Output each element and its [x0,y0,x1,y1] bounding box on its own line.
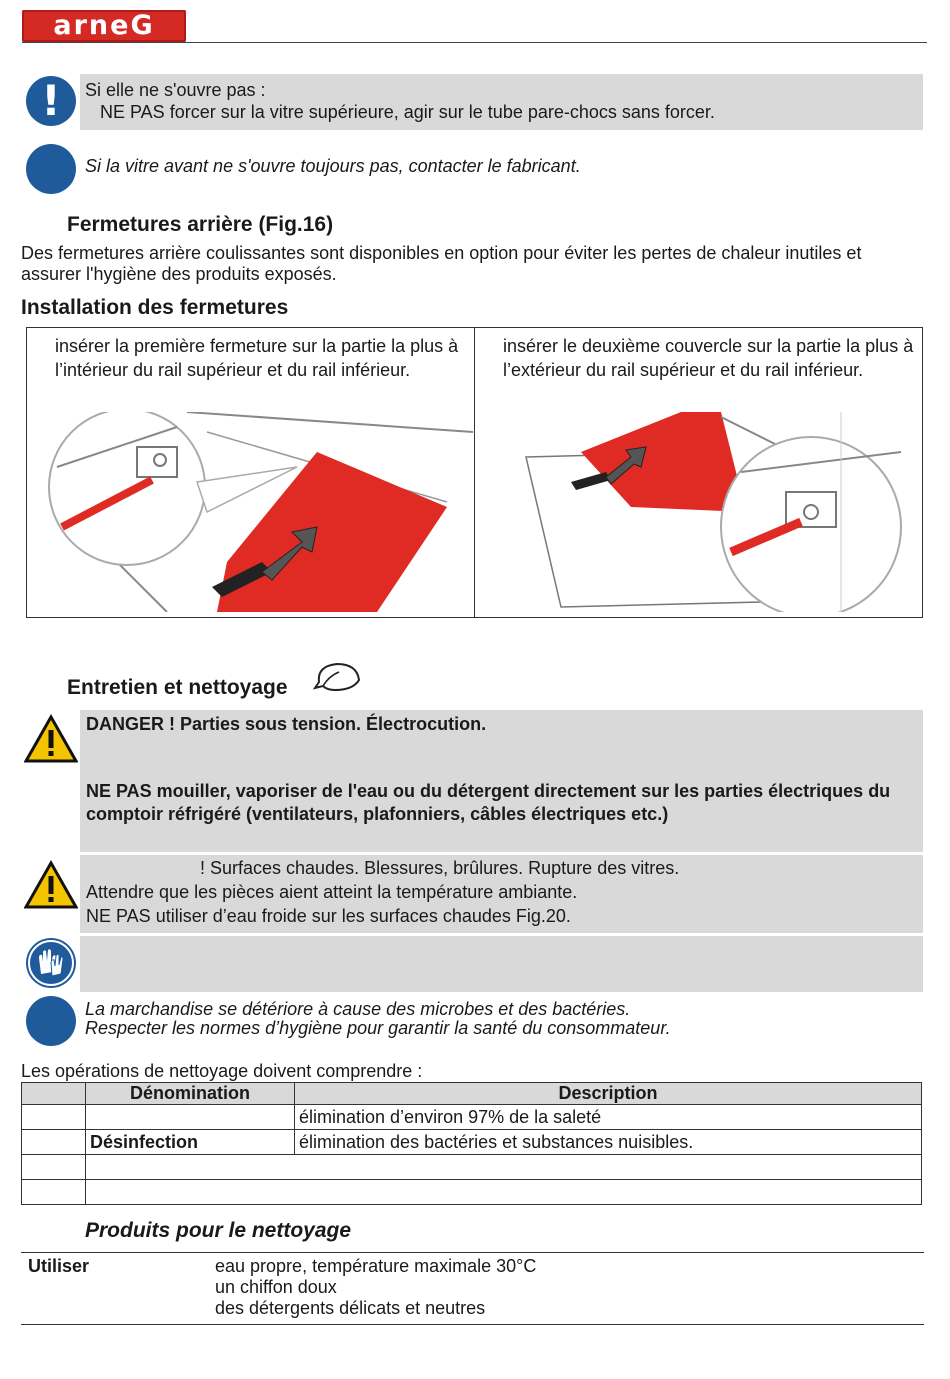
table-cell-name: Désinfection [86,1130,295,1155]
table-cell-desc [86,1180,922,1205]
products-item: un chiffon doux [215,1277,337,1297]
warning-icon [24,860,78,910]
products-label: Utiliser [28,1256,90,1276]
operations-table [21,1082,922,1205]
gloves-box [80,936,923,992]
note-contact: Si la vitre avant ne s'ouvre toujours pas, contacter le fabricant. [85,156,581,176]
table-header-name: Dénomination [86,1083,295,1105]
table-header-num [22,1083,86,1105]
install-right-text: insérer le deuxième couvercle sur la partie la plus à l’extérieur du rail supérieur et du rail inférieur. [503,336,914,380]
table-header-row [22,1083,922,1105]
products-item: des détergents délicats et neutres [215,1298,486,1318]
info-dot-icon [26,144,76,194]
products-list [215,1256,536,1319]
danger-box [80,710,923,852]
table-cell-num [22,1130,86,1155]
section-title-rear-closures: Fermetures arrière (Fig.16) [67,213,334,236]
table-row [22,1155,922,1180]
rear-closures-body: Des fermetures arrière coulissantes sont disponibles en option pour éviter les pertes de chaleur inutiles et assurer l'hygiène des produits exposés. [21,243,862,284]
hot-line2: Attendre que les pièces aient atteint la température ambiante. [86,882,578,902]
table-cell-num [22,1105,86,1130]
hot-line3: NE PAS utiliser d’eau froide sur les surfaces chaudes Fig.20. [86,906,571,926]
table-row [22,1105,922,1130]
danger-text: NE PAS mouiller, vaporiser de l'eau ou du détergent directement sur les parties électriques du comptoir réfrigéré (ventilateurs, plafonniers, câbles électriques etc.) [86,781,891,824]
table-row [22,1130,922,1155]
hot-surfaces-box [80,855,923,933]
header-rule [22,42,927,43]
warning-icon [24,714,78,764]
danger-heading: DANGER ! Parties sous tension. Électrocution. [86,714,487,734]
table-header-desc: Description [295,1083,922,1105]
table-cell-desc: élimination d’environ 97% de la saleté [295,1105,922,1130]
table-cell-num [22,1180,86,1205]
table-cell-desc [86,1155,922,1180]
section-title-installation: Installation des fermetures [21,296,289,319]
note-open-box [80,74,923,130]
table-cell-name [86,1105,295,1130]
info-dot-icon [26,996,76,1046]
note-open-line2: NE PAS forcer sur la vitre supérieure, agir sur le tube pare-chocs sans forcer. [100,102,715,122]
gloves-icon [26,938,76,988]
cap-icon [313,660,363,696]
products-rule-bottom [21,1324,924,1325]
hygiene-line1: La marchandise se détériore à cause des microbes et des bactéries. [85,999,631,1019]
figure-divider [474,328,475,617]
table-cell-desc: élimination des bactéries et substances nuisibles. [295,1130,922,1155]
hygiene-line2: Respecter les normes d’hygiène pour garantir la santé du consommateur. [85,1018,671,1038]
install-left-text: insérer la première fermeture sur la partie la plus à l’intérieur du rail supérieur et du rail inférieur. [55,336,459,380]
table-cell-num [22,1155,86,1180]
hot-line1: ! Surfaces chaudes. Blessures, brûlures. Rupture des vitres. [200,858,680,878]
hygiene-note [85,1000,671,1038]
install-left-illustration [47,412,473,612]
operations-intro: Les opérations de nettoyage doivent comprendre : [21,1061,423,1081]
products-rule-top [21,1252,924,1253]
install-right-illustration [521,412,911,612]
exclamation-icon: ! [26,76,76,126]
arneg-logo: arneG [22,10,186,42]
section-title-products: Produits pour le nettoyage [85,1219,352,1242]
table-row [22,1180,922,1205]
note-open-line1: Si elle ne s'ouvre pas : [85,80,266,100]
products-item: eau propre, température maximale 30°C [215,1256,537,1276]
section-title-maintenance: Entretien et nettoyage [67,676,288,699]
installation-figure-box [26,327,923,618]
